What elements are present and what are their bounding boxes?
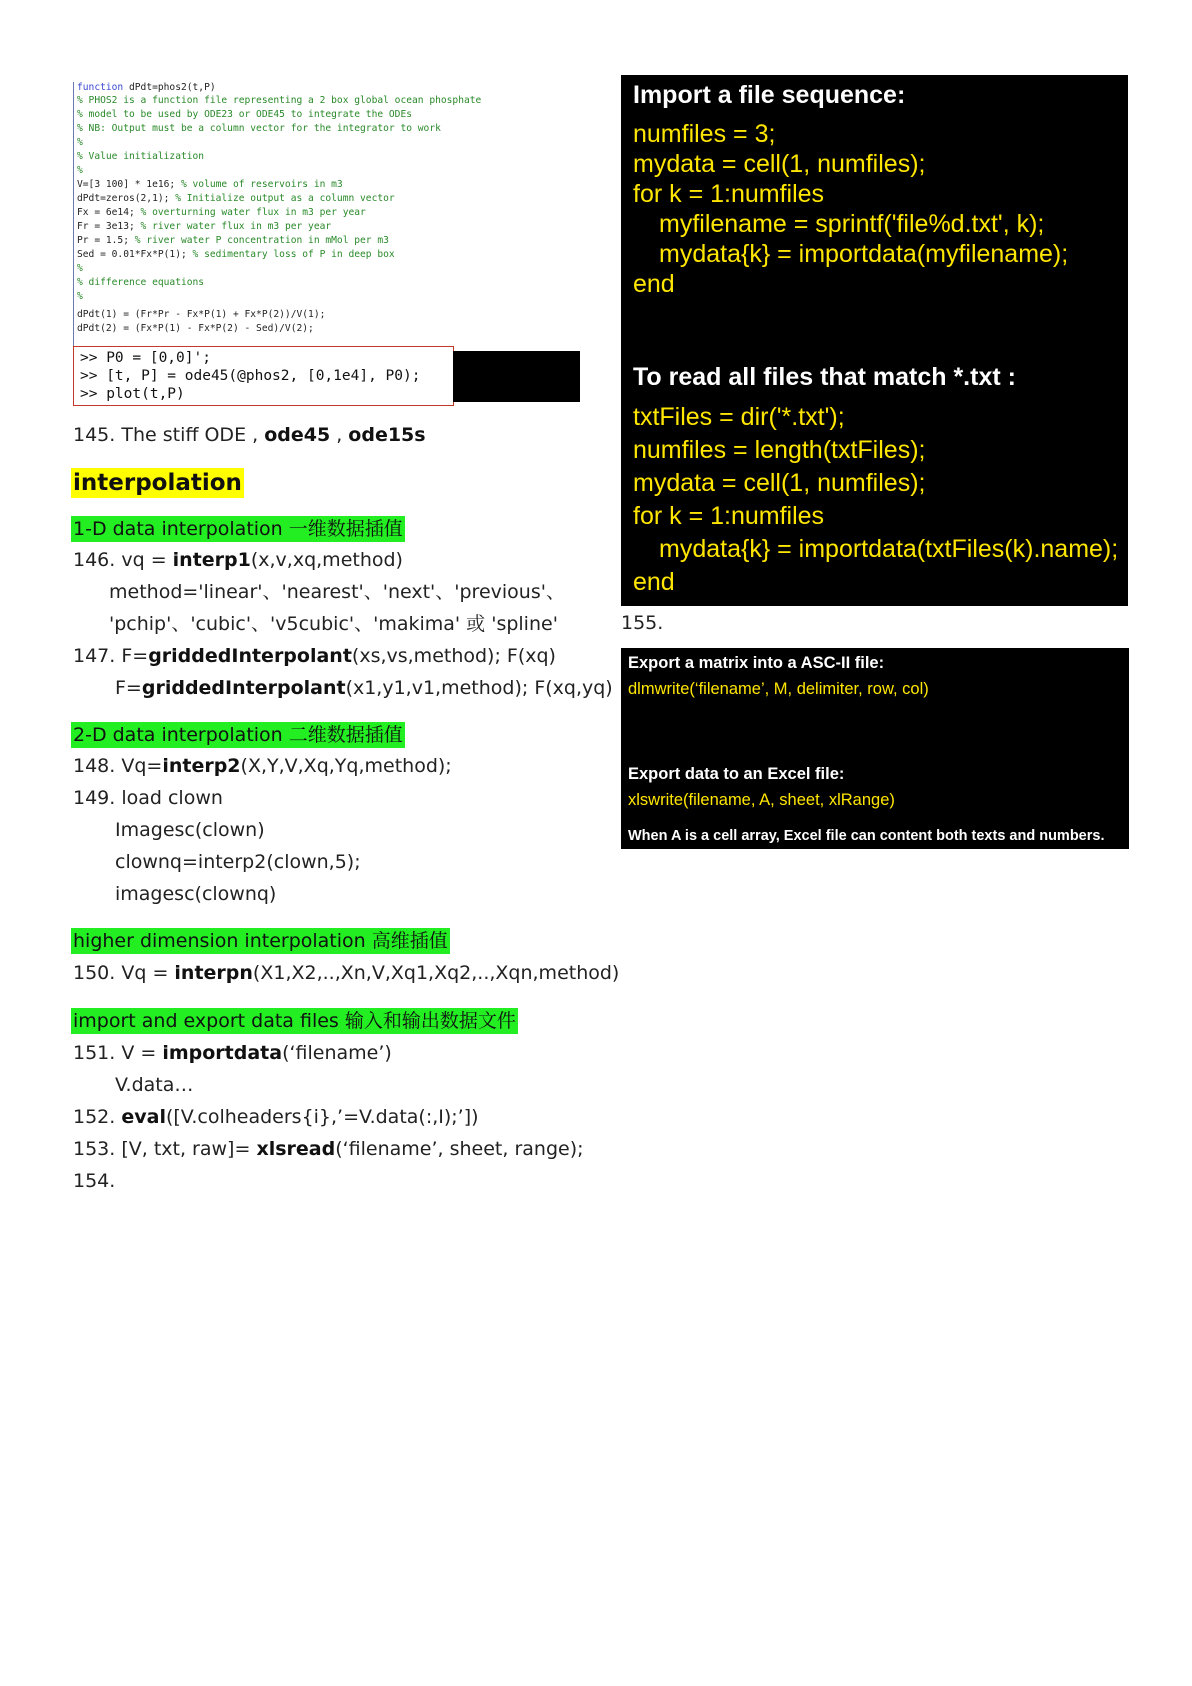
item-155: 155.	[621, 612, 664, 634]
match-code-line: for k = 1:numfiles	[633, 502, 825, 530]
import-title: Import a file sequence:	[633, 81, 906, 109]
import-code-line: for k = 1:numfiles	[633, 180, 825, 208]
import-code-line: mydata = cell(1, numfiles);	[633, 150, 926, 178]
command-window	[73, 346, 454, 406]
item-146-methods-cont: 'pchip'、'cubic'、'v5cubic'、'makima' 或 'spline'	[109, 613, 558, 635]
redaction-block	[453, 351, 580, 402]
code-line: dPdt=zeros(2,1); % Initialize output as a column vector	[77, 193, 395, 204]
code-line: %	[77, 291, 83, 302]
section-2d-interpolation: 2-D data interpolation 二维数据插值	[73, 724, 403, 746]
code-line: % difference equations	[77, 277, 205, 288]
code-line: %	[77, 137, 83, 148]
match-title: To read all files that match *.txt :	[633, 363, 1016, 391]
import-code-line: myfilename = sprintf('file%d.txt', k);	[659, 210, 1045, 238]
code-line: % NB: Output must be a column vector for the integrator to work	[77, 123, 441, 134]
match-code-line: txtFiles = dir('*.txt');	[633, 403, 845, 431]
export-title-excel: Export data to an Excel file:	[628, 765, 845, 783]
import-code-line: mydata{k} = importdata(myfilename);	[659, 240, 1069, 268]
import-panel	[621, 75, 1128, 606]
match-code-line: mydata = cell(1, numfiles);	[633, 469, 926, 497]
import-code-line: numfiles = 3;	[633, 120, 776, 148]
item-151: 151. V = importdata(‘filename’)	[73, 1042, 392, 1064]
export-note: When A is a cell array, Excel file can content both texts and numbers.	[628, 828, 1105, 844]
section-import-export: import and export data files 输入和输出数据文件	[73, 1010, 516, 1032]
code-line: % Value initialization	[77, 151, 205, 162]
item-149-line: clownq=interp2(clown,5);	[115, 851, 361, 873]
code-line: V=[3 100] * 1e16; % volume of reservoirs in m3	[77, 179, 343, 190]
item-149: 149. load clown	[73, 787, 223, 809]
export-line-xlswrite: xlswrite(filename, A, sheet, xlRange)	[628, 791, 895, 809]
item-154: 154.	[73, 1170, 116, 1192]
code-line: % model to be used by ODE23 or ODE45 to integrate the ODEs	[77, 109, 413, 120]
section-nd-interpolation: higher dimension interpolation 高维插值	[73, 930, 448, 952]
match-code-line: numfiles = length(txtFiles);	[633, 436, 926, 464]
item-149-line: imagesc(clownq)	[115, 883, 277, 905]
item-148: 148. Vq=interp2(X,Y,V,Xq,Yq,method);	[73, 755, 452, 777]
section-1d-interpolation: 1-D data interpolation 一维数据插值	[73, 518, 403, 540]
code-line: Fx = 6e14; % overturning water flux in m3 per year	[77, 207, 366, 218]
command-line: >> plot(t,P)	[80, 386, 185, 402]
import-code-line: end	[633, 270, 675, 298]
item-147-2d: F=griddedInterpolant(x1,y1,v1,method); F(xq,yq)	[115, 677, 613, 699]
export-title-ascii: Export a matrix into a ASC-II file:	[628, 654, 885, 672]
item-145: 145. The stiff ODE , ode45 , ode15s	[73, 424, 426, 446]
item-150: 150. Vq = interpn(X1,X2,..,Xn,V,Xq1,Xq2,..,Xqn,method)	[73, 962, 620, 984]
code-line: Fr = 3e13; % river water flux in m3 per year	[77, 221, 332, 232]
item-147: 147. F=griddedInterpolant(xs,vs,method); F(xq)	[73, 645, 556, 667]
item-151-line: V.data…	[115, 1074, 194, 1096]
heading-interpolation: interpolation	[73, 470, 242, 496]
item-146-methods: method='linear'、'nearest'、'next'、'previous'、	[109, 581, 565, 603]
item-146: 146. vq = interp1(x,v,xq,method)	[73, 549, 403, 571]
export-line-dlmwrite: dlmwrite(‘filename’, M, delimiter, row, col)	[628, 680, 929, 698]
code-line: function dPdt=phos2(t,P)	[77, 82, 216, 93]
match-code-line: end	[633, 568, 675, 596]
code-line: Sed = 0.01*Fx*P(1); % sedimentary loss of P in deep box	[77, 249, 395, 260]
item-153: 153. [V, txt, raw]= xlsread(‘filename’, sheet, range);	[73, 1138, 584, 1160]
code-line: %	[77, 263, 83, 274]
code-line: dPdt(2) = (Fx*P(1) - Fx*P(2) - Sed)/V(2);	[77, 323, 314, 334]
command-line: >> P0 = [0,0]';	[80, 350, 211, 366]
export-panel	[621, 648, 1129, 849]
code-line: Pr = 1.5; % river water P concentration in mMol per m3	[77, 235, 389, 246]
item-152: 152. eval([V.colheaders{i},’=V.data(:,I);’])	[73, 1106, 479, 1128]
code-line: %	[77, 165, 83, 176]
code-line: % PHOS2 is a function file representing a 2 box global ocean phosphate	[77, 95, 482, 106]
match-code-line: mydata{k} = importdata(txtFiles(k).name);	[659, 535, 1119, 563]
command-line: >> [t, P] = ode45(@phos2, [0,1e4], P0);	[80, 368, 421, 384]
item-149-line: Imagesc(clown)	[115, 819, 265, 841]
code-line: dPdt(1) = (Fr*Pr - Fx*P(1) + Fx*P(2))/V(1);	[77, 309, 326, 320]
